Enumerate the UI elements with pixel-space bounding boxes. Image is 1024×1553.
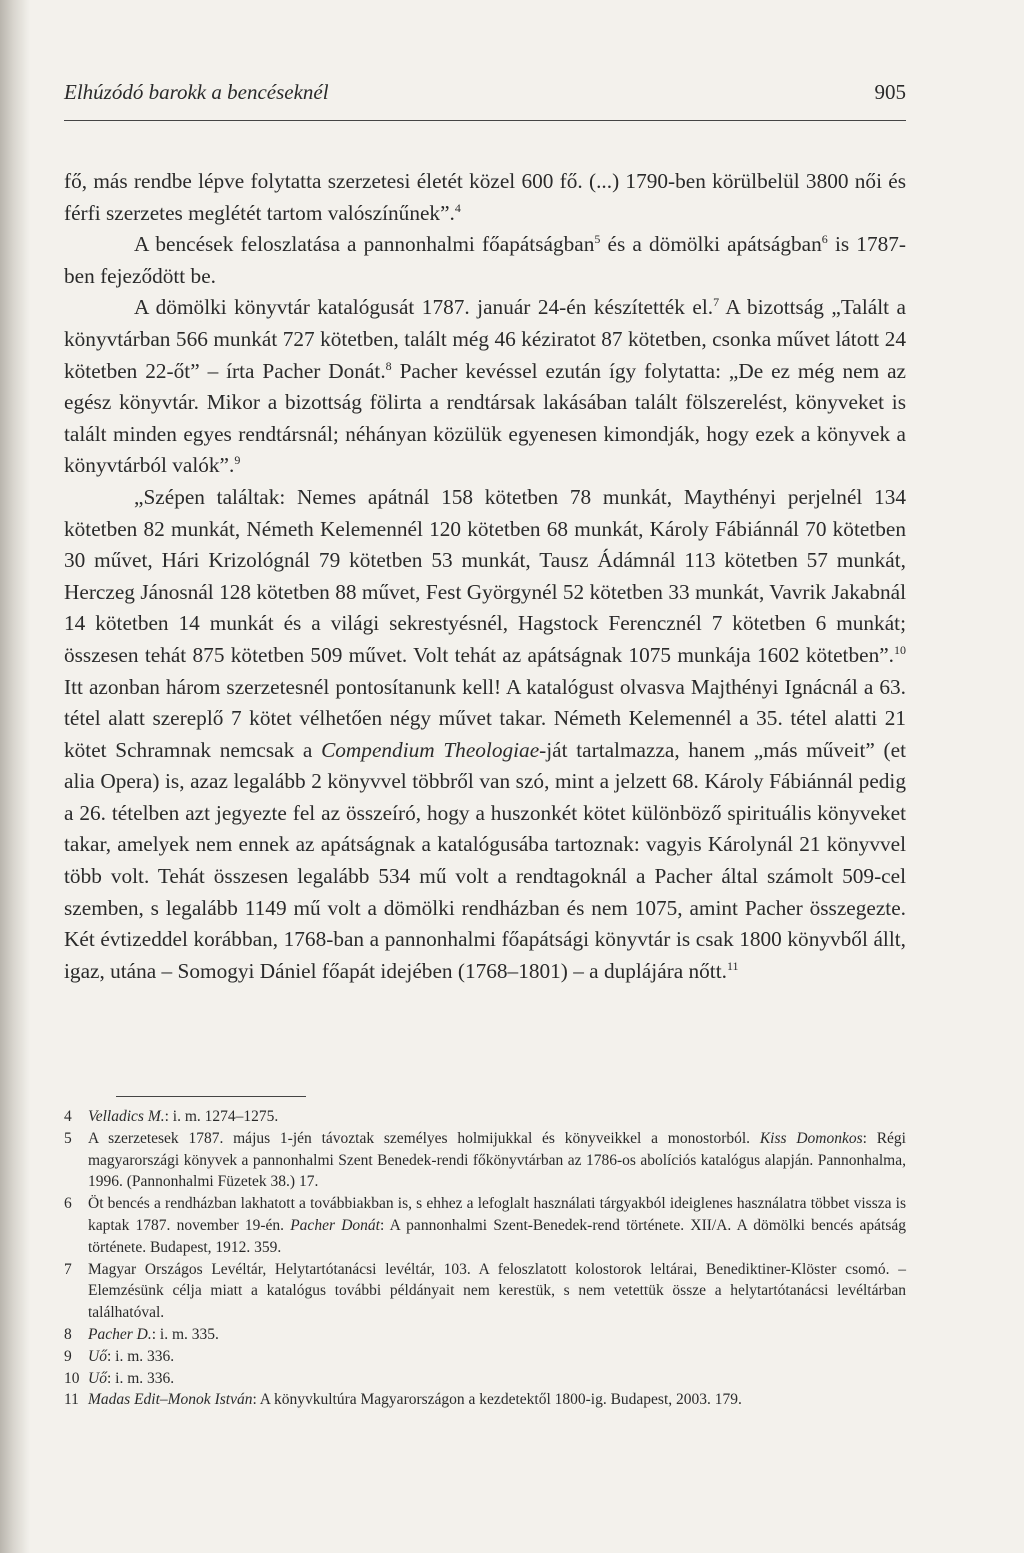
footnote-text: [88, 1368, 906, 1390]
footnote-text: [88, 1193, 906, 1258]
footnote-ref: 10: [894, 642, 906, 657]
footnote-text: Magyar Országos Levéltár, Helytartótanácsi levéltár, 103. A feloszlatott kolostorok leltárai, Benediktiner-Klöster csomó. – Elemzésünk célja miatt a katalógus további példányait nem kerestük, s nem vetettük össze a helytartótanácsi levéltárban találhatóval.: [88, 1260, 906, 1322]
footnote: [64, 1324, 906, 1346]
text-run: A bencések feloszlatása a pannonhalmi főapátságban: [134, 232, 595, 257]
text-run: „Szépen találtak: Nemes apátnál 158 kötetben 78 munkát, Maythényi perjelnél 134 kötetben 82 munkát, Németh Kelemennél 120 kötetben 68 munkát, Károly Fábiánnál 70 kötetben 30 művet, Hári Krizológnál 79 kötetben 53 munkát, Tausz Ádámnál 113 kötetben 57 munkát, Herczeg Jánosnál 128 kötetben 88 művet, Fest Györgynél 52 kötetben 33 munkát, Vavrik Jakabnál 14 kötetben 14 munkát és a világi sekrestyésnél, Hagstock Ferencznél 7 kötetben 6 munkát; összesen tehát 875 kötetben 509 művet. Volt tehát az apátságnak 1075 munkája 1602 kötetben”.: [64, 484, 906, 667]
text-run: Itt azonban három szerzetesnél pontosítanunk kell! A katalógust olvasva Majthényi Ignácnál a 63. tétel alatt szereplő 7 kötet vélhetően négy művet takar. Németh Kelemennél a 35. tétel alatti 21 kötet Schramnak nemcsak a: [64, 674, 906, 762]
footnote-number: 7: [64, 1260, 72, 1278]
footnote-text: [88, 1389, 906, 1411]
text-run: : i. m. 335.: [151, 1325, 219, 1343]
footnote-ref: 7: [713, 295, 720, 310]
footnote: [64, 1346, 906, 1368]
main-text: [64, 166, 906, 987]
italic-title: Compendium Theologiae: [321, 737, 540, 762]
footnote-author: Uő: [88, 1347, 107, 1365]
paragraph-4: [64, 482, 906, 988]
paragraph-3: [64, 292, 906, 482]
footnote-ref: 5: [594, 232, 601, 247]
footnote: [64, 1128, 906, 1193]
text-run: : i. m. 336.: [106, 1369, 175, 1387]
text-run: A bizottság „Talált a könyvtárban 566 munkát 727 kötetben, talált még 46 kéziratot 87 kötetben, csonka művet látott 24 kötetben 22-őt” – írta Pacher Donát.: [64, 295, 906, 383]
text-run: is 1787-ben fejeződött be.: [64, 232, 906, 288]
footnote-ref: 8: [385, 358, 392, 373]
footnote-ref: 11: [726, 958, 739, 973]
footnote-author: Madas Edit–Monok István: [88, 1391, 253, 1409]
footnote-number: 8: [64, 1325, 72, 1343]
footnote: [64, 1193, 906, 1258]
footnote-text: [88, 1128, 906, 1193]
text-run: A dömölki könyvtár katalógusát 1787. január 24-én készítették el.: [134, 295, 714, 320]
footnote-author: Kiss Domonkos: [759, 1129, 863, 1147]
text-run: A szerzetesek 1787. május 1-jén távoztak személyes holmijukkal és könyveikkel a monostorból.: [88, 1129, 760, 1147]
text-run: -ját tartalmazza, hanem „más műveit” (et alia Opera) is, azaz legalább 2 könyvvel többről van szó, mint a jelzett 68. Károly Fábiánnál pedig a 26. tételben azt jegyezte fel az összeíró, hogy a huszonkét kötet különböző spirituális könyveket takar, amelyek nem ennek az apátságnak a katalógusába tartoznak: vagyis Károlynál 21 könyvvel több volt. Tehát összesen legalább 534 mű volt a rendtagoknál a Pacher által számolt 509-cel szemben, s legalább 1149 mű volt a dömölki rendházban és nem 1075, amint Pacher összegezte. Két évtizeddel korábban, 1768-ban a pannonhalmi főapátsági könyvtár is csak 1800 könyvből állt, igaz, utána – Somogyi Dániel főapát idejében (1768–1801) – a duplájára nőtt.: [64, 737, 906, 983]
footnote-number: 5: [64, 1129, 72, 1147]
footnote-author: Velladics M.: [88, 1108, 165, 1125]
footnote-author: Pacher D.: [88, 1325, 152, 1343]
footnote-text: [88, 1106, 906, 1128]
text-run: és a dömölki apátságban: [600, 232, 822, 257]
footnote-number: 10: [64, 1369, 80, 1387]
text-run: : Régi magyarországi könyvek a pannonhalmi Szent Benedek-rendi főkönyvtárban az 1786-os abolíciós katalógus alapján. Pannonhalma, 1996. (Pannonhalmi Füzetek 38.) 17.: [88, 1129, 906, 1191]
text-run: Öt bencés a rendházban lakhatott a továbbiakban is, s ehhez a lefoglalt használati tárgyakból ideiglenes használatra többet vissza is kaptak 1787. november 19-én.: [88, 1195, 906, 1234]
footnote-ref: 9: [234, 453, 241, 468]
running-title: Elhúzódó barokk a bencéseknél: [64, 80, 329, 104]
text-run: : i. m. 336.: [106, 1347, 175, 1365]
footnote-ref: 4: [454, 200, 461, 215]
footnote-number: 9: [64, 1347, 72, 1365]
paragraph-1: [64, 166, 906, 229]
book-spine-shadow: [0, 0, 30, 1553]
footnote-number: 11: [64, 1391, 79, 1409]
text-run: : A könyvkultúra Magyarországon a kezdetektől 1800-ig. Budapest, 2003. 179.: [252, 1391, 742, 1409]
footnote-author: Pacher Donát: [290, 1216, 380, 1234]
footnotes: [64, 1106, 906, 1411]
footnote-separator: [116, 1096, 306, 1097]
footnote: [64, 1368, 906, 1390]
text-run: : i. m. 1274–1275.: [164, 1108, 279, 1125]
footnote: [64, 1106, 906, 1128]
text-run: : A pannonhalmi Szent-Benedek-rend története. XII/A. A dömölki bencés apátság története. Budapest, 1912. 359.: [88, 1216, 906, 1256]
page-header: [64, 80, 906, 121]
page-number: 905: [874, 80, 906, 104]
footnote-author: Uő: [88, 1369, 107, 1387]
footnote-text: [88, 1324, 906, 1346]
paragraph-2: [64, 229, 906, 292]
footnote-ref: 6: [821, 232, 828, 247]
footnote: [64, 1259, 906, 1324]
footnote-number: 4: [64, 1108, 72, 1125]
footnote-text: [88, 1346, 906, 1368]
text-run: Pacher kevéssel ezután így folytatta: „De ez még nem az egész könyvtár. Mikor a bizottság fölirta a rendtársak lakásában talált fölszerelést, könyveket is talált minden egyes rendtársnál; néhányan közülük egyenesen kimondják, hogy ezek a könyvek a könyvtárból valók”.: [64, 358, 906, 478]
footnote: [64, 1389, 906, 1411]
footnote-number: 6: [64, 1195, 72, 1213]
text-run: fő, más rendbe lépve folytatta szerzetesi életét közel 600 fő. (...) 1790-ben körülbelül 3800 női és férfi szerzetes meglétét tartom valószínűnek”.: [64, 169, 906, 225]
